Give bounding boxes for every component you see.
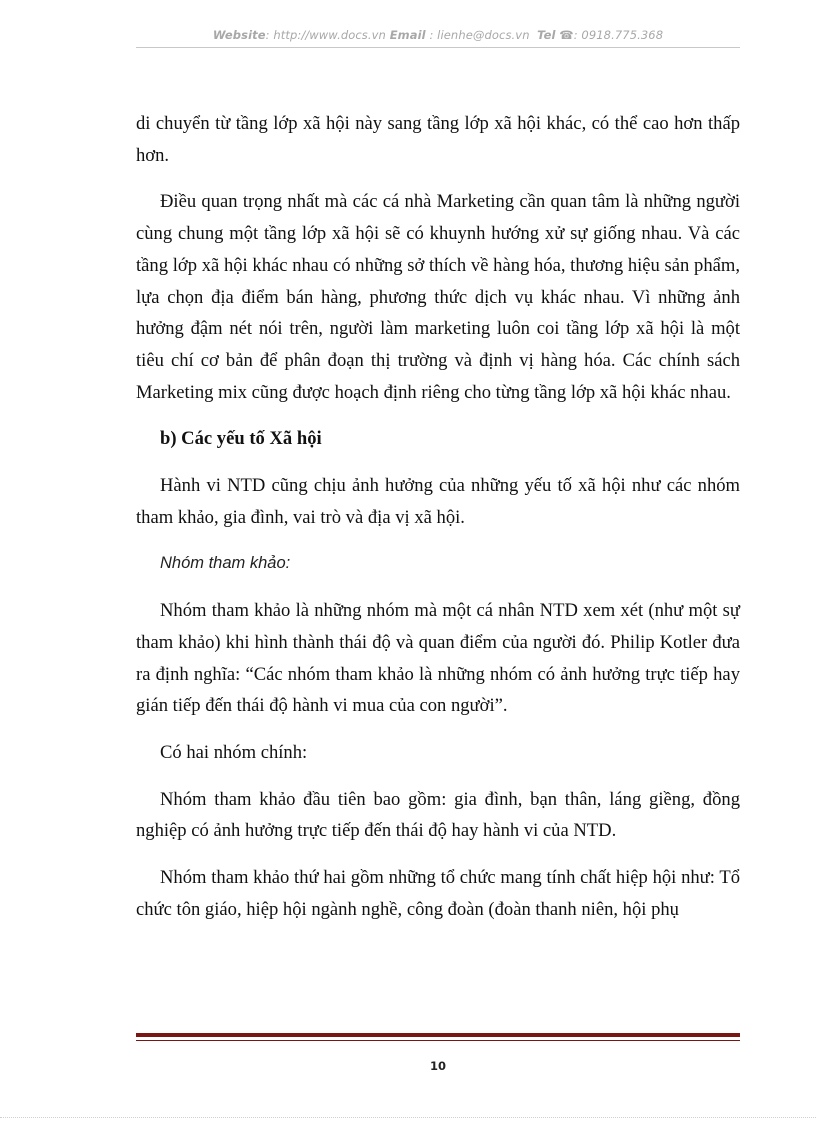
page-bottom-border: [0, 1117, 816, 1118]
section-heading-b: b) Các yếu tố Xã hội: [160, 428, 322, 450]
paragraph-social-factors: Hành vi NTD cũng chịu ảnh hưởng của những yếu tố xã hội như các nhóm tham khảo, gia đình, vai trò và địa vị xã hội.: [136, 475, 740, 528]
email-label: Email: [389, 28, 426, 42]
paragraph-continuation: di chuyển từ tầng lớp xã hội này sang tầng lớp xã hội khác, có thể cao hơn thấp hơn.: [136, 113, 740, 166]
subheading-reference-group: Nhóm tham khảo:: [160, 554, 291, 573]
header-rule: [136, 47, 740, 48]
website-value: : http://www.docs.vn: [265, 28, 386, 42]
tel-label: Tel: [537, 28, 556, 42]
paragraph-first-group: Nhóm tham khảo đầu tiên bao gồm: gia đình, bạn thân, láng giềng, đồng nghiệp có ảnh hưởng trực tiếp đến thái độ hay hành vi của NTD.: [136, 788, 740, 842]
paragraph-two-groups: Có hai nhóm chính:: [160, 741, 308, 763]
paragraph-reference-group-definition: Nhóm tham khảo là những nhóm mà một cá nhân NTD xem xét (như một sự tham khảo) khi hình thành thái độ và quan điểm của người đó. Philip Kotler đưa ra định nghĩa: “Các nhóm tham khảo là những nhóm có ảnh hưởng trực tiếp hay gián tiếp đến thái độ hành vi mua của con người”.: [136, 600, 740, 717]
website-label: Website: [212, 28, 266, 42]
tel-value: ☎: 0918.775.368: [559, 28, 664, 42]
page-header: [136, 28, 740, 42]
paragraph-second-group: Nhóm tham khảo thứ hai gồm những tổ chức mang tính chất hiệp hội như: Tổ chức tôn giáo, hiệp hội ngành nghề, công đoàn (đoàn thanh niên, hội phụ: [136, 867, 740, 920]
footer-rule-thin: [136, 1040, 740, 1041]
footer-rule-thick: [136, 1033, 740, 1037]
page-number: 10: [429, 1059, 446, 1073]
document-body: [136, 108, 740, 940]
email-value: : lienhe@docs.vn: [429, 28, 530, 42]
paragraph-social-class: Điều quan trọng nhất mà các cá nhà Marketing cần quan tâm là những người cùng chung một tầng lớp xã hội sẽ có khuynh hướng xử sự giống nhau. Và các tầng lớp xã hội khác nhau có những sở thích về hàng hóa, thương hiệu sản phẩm, lựa chọn địa điểm bán hàng, phương thức dịch vụ khác nhau. Vì những ảnh hưởng đậm nét nói trên, người làm marketing luôn coi tầng lớp xã hội là một tiêu chí cơ bản để phân đoạn thị trường và định vị hàng hóa. Các chính sách Marketing mix cũng được hoạch định riêng cho từng tầng lớp xã hội khác nhau.: [136, 191, 740, 403]
